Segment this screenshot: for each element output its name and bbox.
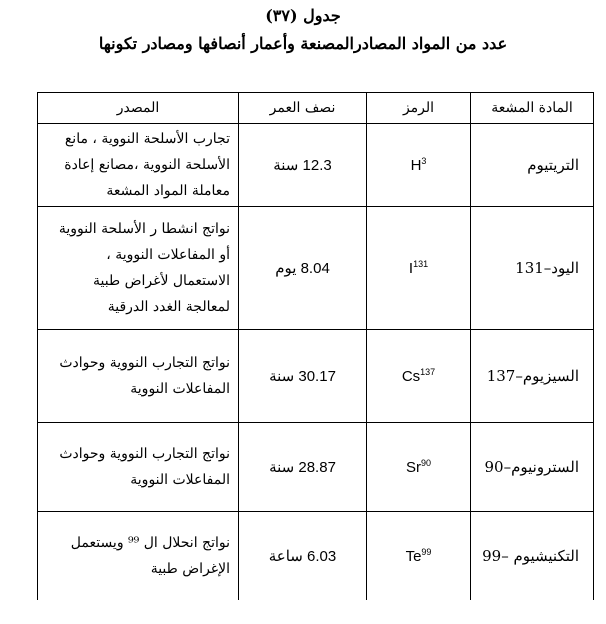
material-cell: التريتيوم bbox=[471, 124, 594, 207]
symbol-cell bbox=[367, 207, 471, 330]
header-symbol: الرمز bbox=[367, 93, 471, 124]
source-line: نواتج انشطا ر الأسلحة النووية bbox=[58, 221, 230, 237]
symbol-text: Sr bbox=[405, 459, 421, 476]
source-line: المفاعلات النووية bbox=[130, 472, 230, 488]
source-line: الاستعمال لأغراض طبية bbox=[93, 273, 230, 289]
source-line: نواتج التجارب النووية وحوادث bbox=[59, 355, 230, 371]
symbol-text: I bbox=[408, 260, 414, 277]
source-cell bbox=[38, 207, 239, 330]
source-line: تجارب الأسلحة النووية ، مانع bbox=[64, 131, 230, 147]
material-cell: التكنيشيوم –99 bbox=[471, 512, 594, 601]
half-life-cell: 28.87 سنة bbox=[239, 423, 367, 512]
header-half-life: نصف العمر bbox=[239, 93, 367, 124]
table-row bbox=[38, 207, 594, 330]
source-line: نواتج التجارب النووية وحوادث bbox=[59, 446, 230, 462]
half-life-cell: 30.17 سنة bbox=[239, 330, 367, 423]
header-material: المادة المشعة bbox=[471, 93, 594, 124]
source-line: معاملة المواد المشعة bbox=[106, 183, 230, 199]
half-life-cell: 8.04 يوم bbox=[239, 207, 367, 330]
symbol-cell bbox=[367, 423, 471, 512]
mass-number: 137 bbox=[420, 367, 436, 377]
source-line: لمعالجة الغدد الدرقية bbox=[107, 299, 230, 315]
source-cell bbox=[38, 330, 239, 423]
symbol-cell bbox=[367, 330, 471, 423]
table-row bbox=[38, 124, 594, 207]
half-life-cell: 6.03 ساعة bbox=[239, 512, 367, 601]
table-title: جدول (٣٧) bbox=[265, 6, 341, 25]
header-source: المصدر bbox=[38, 93, 239, 124]
table-subtitle: عدد من المواد المصادرالمصنعة وأعمار أنصافها ومصادر تكونها bbox=[98, 34, 508, 53]
source-line: الإغراض طبية bbox=[150, 561, 230, 577]
material-cell: السترونيوم–90 bbox=[471, 423, 594, 512]
symbol-cell bbox=[367, 512, 471, 601]
radioactive-materials-table bbox=[37, 92, 594, 600]
source-cell bbox=[38, 423, 239, 512]
source-line: أو المفاعلات النووية ، bbox=[106, 247, 230, 263]
table-row bbox=[38, 330, 594, 423]
symbol-text: Te bbox=[405, 548, 422, 565]
mass-number: 99 bbox=[421, 547, 432, 557]
symbol-text: Cs bbox=[401, 368, 421, 385]
table-row bbox=[38, 423, 594, 512]
source-cell bbox=[38, 124, 239, 207]
source-line: نواتج انحلال ال ⁹⁹ ويستعمل bbox=[70, 535, 230, 551]
mass-number: 90 bbox=[420, 458, 431, 468]
header-row bbox=[38, 93, 594, 124]
mass-number: 3 bbox=[421, 156, 427, 166]
symbol-text: H bbox=[410, 157, 422, 174]
half-life-cell: 12.3 سنة bbox=[239, 124, 367, 207]
source-line: الأسلحة النووية ،مصانع إعادة bbox=[64, 157, 230, 173]
source-cell bbox=[38, 512, 239, 601]
table-row bbox=[38, 512, 594, 601]
symbol-cell bbox=[367, 124, 471, 207]
source-line: المفاعلات النووية bbox=[130, 381, 230, 397]
material-cell: السيزيوم–137 bbox=[471, 330, 594, 423]
mass-number: 131 bbox=[413, 259, 429, 269]
material-cell: اليود–131 bbox=[471, 207, 594, 330]
